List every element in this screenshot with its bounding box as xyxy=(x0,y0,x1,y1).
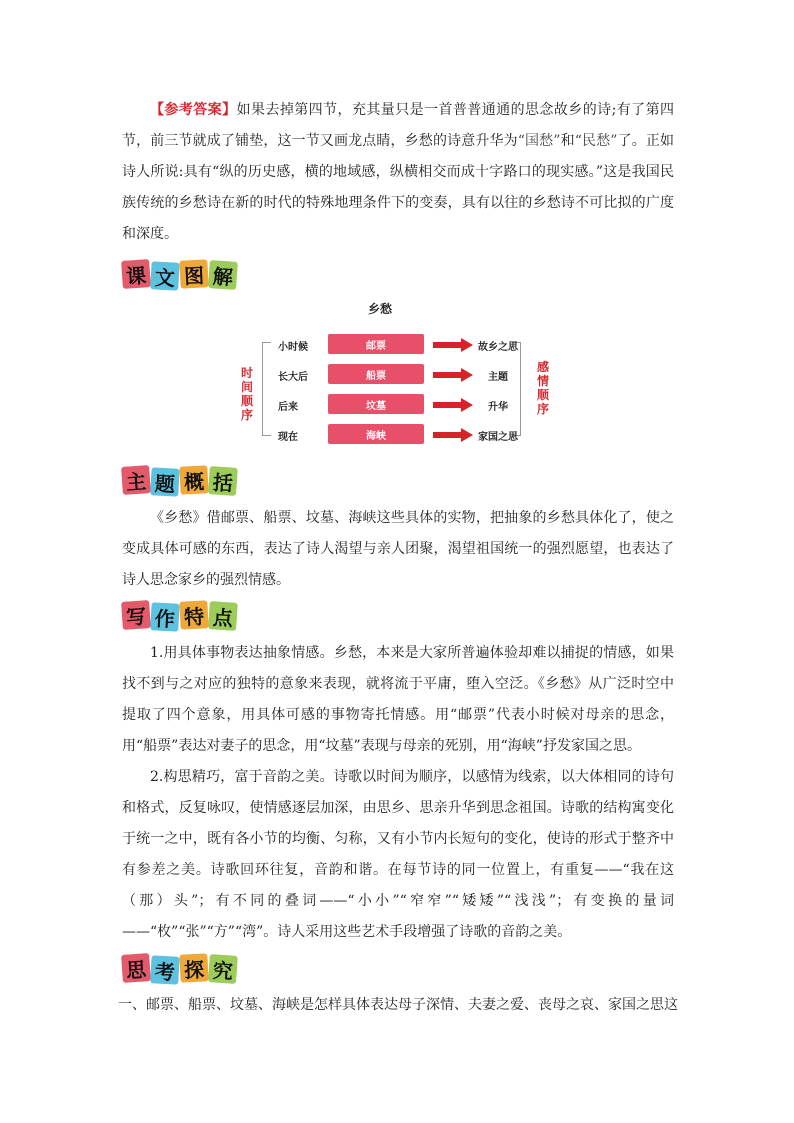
answer-label: 【参考答案】 xyxy=(150,102,237,118)
diagram-row xyxy=(240,424,560,446)
row-result: 故乡之思 xyxy=(478,342,518,353)
section-title-diagram: 课 文 图 解 xyxy=(122,260,238,292)
answer-term-minchou: “民愁” xyxy=(574,133,618,149)
answer-and: 和 xyxy=(560,133,575,149)
row-time: 现在 xyxy=(278,432,298,443)
row-result: 家国之思 xyxy=(478,432,518,443)
row-time: 小时候 xyxy=(278,342,308,353)
writing-point-1: 1.用具体事物表达抽象情感。乡愁，本来是大家所普遍体验却难以捕捉的情感，如果找不到与之对应的独特的意象来表现，就将流于平庸，堕入空泛。《乡愁》从广泛时空中提取了四个意象，用具体可感的事物寄托情感。用“邮票”代表小时候对母亲的思念，用“船票”表达对妻子的思念，用“坟墓”表现与母亲的死别，用“海峡”抒发家国之思。 xyxy=(122,645,674,754)
row-time: 长大后 xyxy=(278,372,308,383)
diagram-row xyxy=(240,364,560,386)
emotion-order-label: 感 情 顺 序 xyxy=(536,360,549,416)
section-title-writing: 写 作 特 点 xyxy=(122,601,238,633)
row-item-box: 船票 xyxy=(328,364,424,384)
time-bracket xyxy=(262,342,271,436)
row-item-box: 邮票 xyxy=(328,334,424,354)
writing-point-2: 2.构思精巧，富于音韵之美。诗歌以时间为顺序，以感情为线索，以大体相同的诗句和格式，反复咏叹，使情感逐层加深，由思乡、思亲升华到思念祖国。诗歌的结构寓变化于统一之中，既有各小节的均衡、匀称，又有小节内长短句的变化，使诗的形式于整齐中有参差之美。诗歌回环往复，音韵和谐。在每节诗的同一位置上，有重复——“我在这（那）头”；有不同的叠词——“小小”“窄窄”“矮矮”“浅浅”；有变换的量词——“枚”“张”“方”“湾”。诗人采用这些艺术手段增强了诗歌的音韵之美。 xyxy=(122,769,674,940)
time-order-label: 时 间 顺 序 xyxy=(240,366,253,422)
row-result: 主题 xyxy=(488,372,508,383)
emotion-bracket xyxy=(512,342,521,436)
row-item-box: 坟墓 xyxy=(328,394,424,414)
answer-text-b: 了。正如诗人所说:具有“纵的历史感，横的地域感，纵横相交而成十字路口的现实感。”这是我国民族传统的乡愁诗在新的时代的特殊地理条件下的变奏，具有以往的乡愁诗不可比拟的广度和深度。 xyxy=(122,133,675,242)
row-time: 后来 xyxy=(278,402,298,413)
answer-term-guochou: “国愁” xyxy=(517,133,561,149)
row-item-box: 海峡 xyxy=(328,424,424,444)
theme-paragraph: 《乡愁》借邮票、船票、坟墓、海峡这些具体的实物，把抽象的乡愁具体化了，使之变成具体可感的东西，表达了诗人渴望与亲人团聚，渴望祖国统一的强烈愿望，也表达了诗人思念家乡的强烈情感。 xyxy=(122,510,674,588)
section-title-explore: 思 考 探 究 xyxy=(122,954,238,986)
answer-paragraph xyxy=(122,95,674,250)
diagram-title: 乡愁 xyxy=(367,302,392,316)
section-title-theme: 主 题 概 括 xyxy=(122,466,238,498)
nostalgia-diagram xyxy=(240,296,560,456)
row-result: 升华 xyxy=(488,402,508,413)
diagram-row xyxy=(240,334,560,356)
answer-text-a: 如果去掉第四节，充其量只是一首普普通通的思念故乡的诗;有了第四节，前三节就成了铺垫，这一节又画龙点睛，乡愁的诗意升华为 xyxy=(122,102,674,149)
diagram-row xyxy=(240,394,560,416)
explore-question-1: 一、邮票、船票、坟墓、海峡是怎样具体表达母子深情、夫妻之爱、丧母之哀、家国之思这 xyxy=(118,997,678,1013)
